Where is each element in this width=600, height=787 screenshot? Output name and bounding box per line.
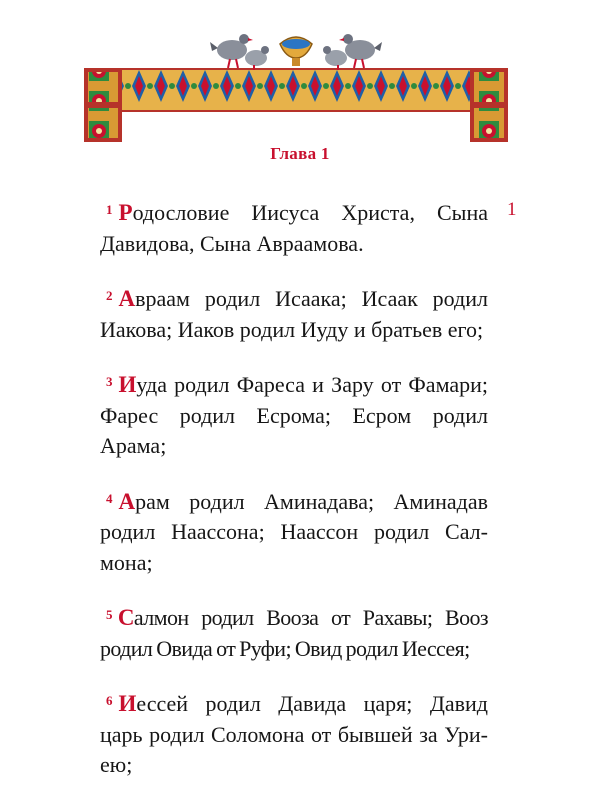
verse-number: 2 <box>106 288 113 303</box>
verse-5 <box>100 600 488 664</box>
verse-initial: А <box>118 286 136 311</box>
verse-initial: С <box>117 605 134 630</box>
verse-6 <box>100 686 488 781</box>
verse-text: алмон родил Вооза от Рахавы; Вооз родил Овида от Руфи; Овид родил Иессея; <box>100 605 488 661</box>
ornamental-headpiece <box>84 26 508 144</box>
verse-3 <box>100 367 488 462</box>
verse-4 <box>100 484 488 579</box>
verse-initial: Р <box>118 200 133 225</box>
verse-text: одословие Иисуса Христа, Сына Давидова, Сына Авраамова. <box>100 200 488 256</box>
fountain-bowl-icon <box>280 37 312 66</box>
verse-text: ессей родил Давида царя; Давид царь родил Соломона от бывшей за Уриею; <box>100 691 488 777</box>
verse-text: рам родил Аминадава; Аминадав родил Наассона; Наассон родил Салмона; <box>100 488 488 575</box>
verse-2 <box>100 281 488 345</box>
partridge-bird-icon <box>245 46 269 70</box>
verse-number: 3 <box>106 374 113 389</box>
verse-number: 6 <box>106 693 113 708</box>
chapter-title: Глава 1 <box>270 144 330 163</box>
verse-text: уда родил Фареса и Зару от Фамари; Фарес родил Есрома; Есром родил Арама; <box>100 372 488 458</box>
verse-1 <box>100 195 488 259</box>
verse-initial: А <box>118 488 136 514</box>
partridge-bird-icon <box>323 46 347 70</box>
verse-number: 5 <box>106 607 112 622</box>
verse-text: враам родил Исаака; Исаак родил Иакова; Иаков родил Иуду и братьев его; <box>100 286 488 342</box>
partridge-bird-icon <box>210 34 253 68</box>
verse-initial: И <box>118 372 137 397</box>
verse-number: 1 <box>106 202 113 217</box>
verse-initial: И <box>118 691 137 716</box>
partridge-bird-icon <box>339 34 382 68</box>
verse-number: 4 <box>106 490 113 506</box>
margin-chapter-number: 1 <box>507 199 517 220</box>
verse-list <box>100 195 488 787</box>
